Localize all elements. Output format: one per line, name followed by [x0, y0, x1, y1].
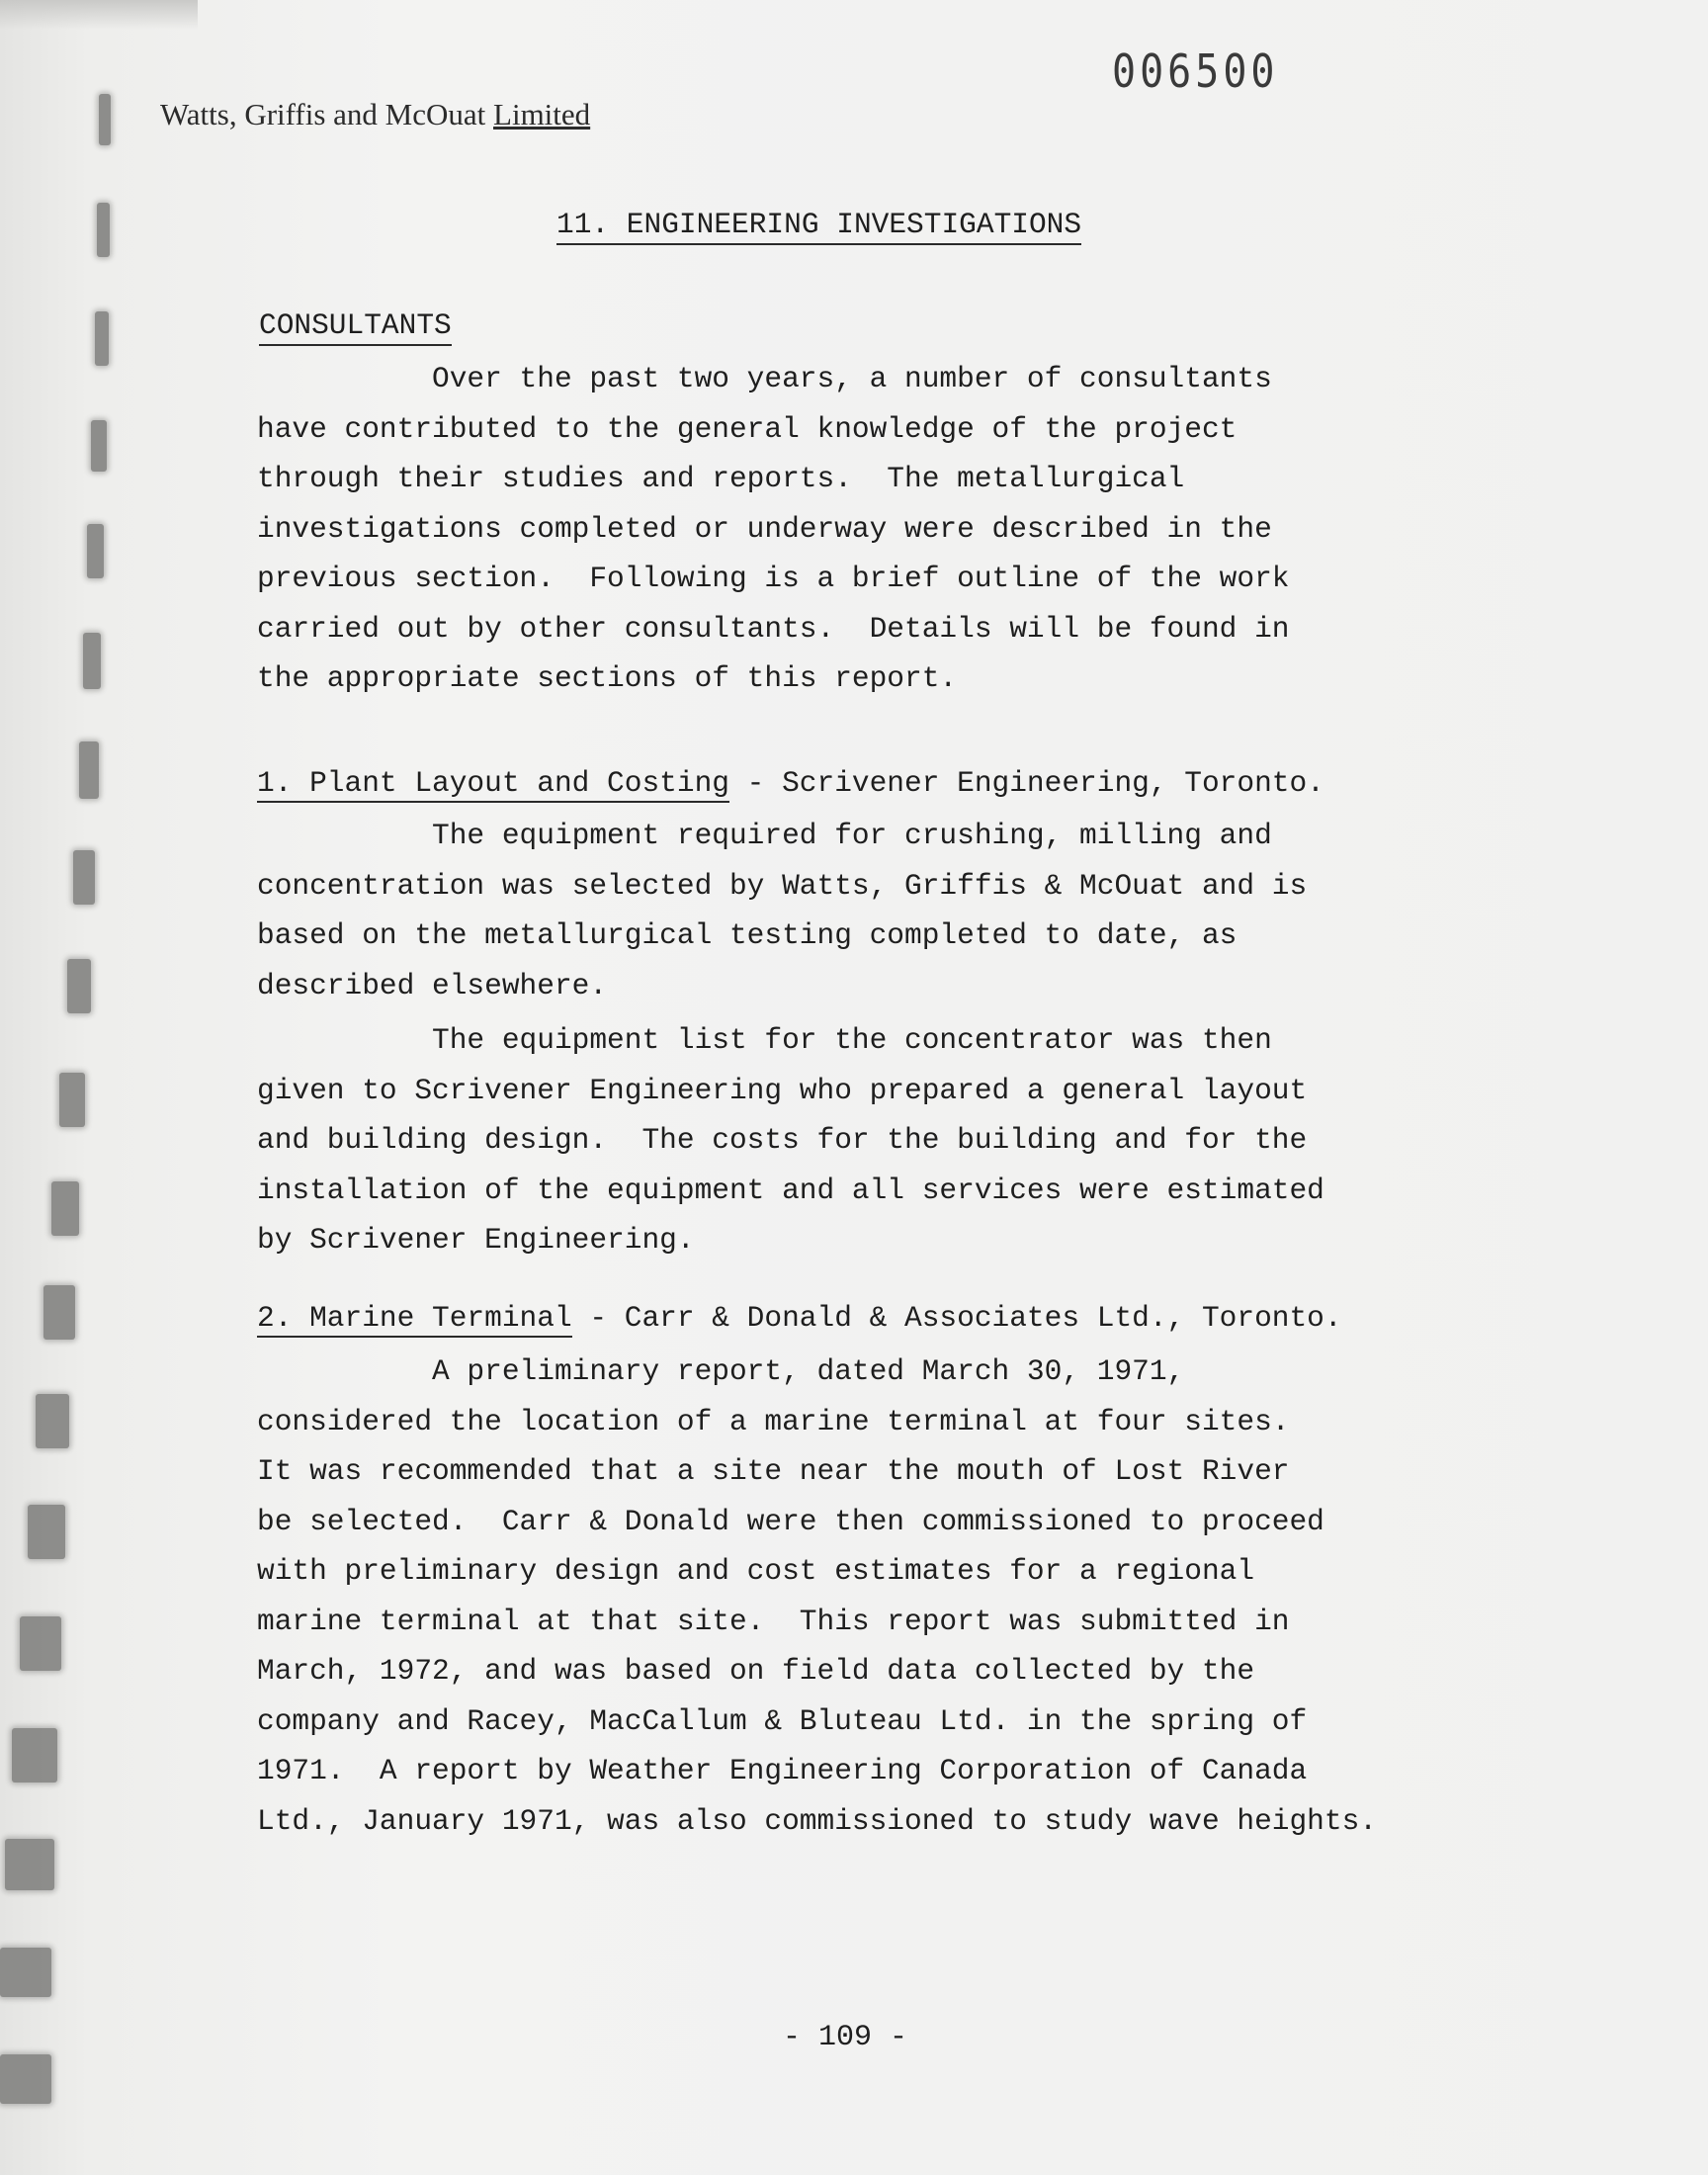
text-line: It was recommended that a site near the mouth of Lost River: [257, 1454, 1290, 1488]
text-line: carried out by other consultants. Details will be found in: [257, 611, 1290, 646]
binding-hole: [99, 94, 111, 145]
binding-hole: [12, 1728, 57, 1783]
item-heading-plant-layout: [257, 763, 1324, 803]
section-title: 11. ENGINEERING INVESTIGATIONS: [556, 208, 1081, 245]
binding-hole: [83, 633, 101, 689]
binding-hole: [43, 1285, 75, 1340]
consultants-heading: CONSULTANTS: [259, 308, 452, 346]
text-line: Ltd., January 1971, was also commissioned to study wave heights.: [257, 1803, 1377, 1838]
binding-hole: [95, 311, 109, 366]
text-line: marine terminal at that site. This report was submitted in: [257, 1604, 1290, 1638]
text-line: with preliminary design and cost estimates for a regional: [257, 1554, 1255, 1588]
text-line: investigations completed or underway were described in the: [257, 511, 1272, 546]
text-line: given to Scrivener Engineering who prepared a general layout: [257, 1073, 1308, 1107]
text-line: 1971. A report by Weather Engineering Corporation of Canada: [257, 1754, 1308, 1787]
document-number: 006500: [1112, 45, 1279, 99]
marine-terminal-paragraph: [257, 1347, 1377, 1846]
plant-layout-paragraph-2: [257, 1015, 1324, 1265]
text-line: by Scrivener Engineering.: [257, 1223, 695, 1257]
text-line: and building design. The costs for the building and for the: [257, 1123, 1308, 1157]
text-line: concentration was selected by Watts, Griffis & McOuat and is: [257, 868, 1308, 903]
text-line: have contributed to the general knowledge of the project: [257, 411, 1238, 446]
binding-hole: [59, 1073, 85, 1127]
text-line: previous section. Following is a brief outline of the work: [257, 562, 1290, 595]
letterhead-suffix: Limited: [493, 97, 591, 131]
binding-hole: [0, 2054, 51, 2104]
binding-hole: [67, 959, 91, 1013]
binding-hole: [87, 524, 104, 578]
binding-hole: [0, 1948, 51, 1997]
binding-hole: [5, 1839, 54, 1890]
item-title: 2. Marine Terminal: [257, 1301, 572, 1338]
binding-hole: [36, 1394, 69, 1448]
binding-holes: [0, 0, 128, 2175]
binding-hole: [20, 1616, 61, 1671]
text-line: company and Racey, MacCallum & Bluteau Ltd. in the spring of: [257, 1703, 1308, 1738]
page-number: - 109 -: [783, 2021, 908, 2054]
text-line: installation of the equipment and all services were estimated: [257, 1173, 1324, 1207]
item-consultant: - Scrivener Engineering, Toronto.: [728, 766, 1324, 800]
text-line: based on the metallurgical testing completed to date, as: [257, 918, 1238, 952]
text-line: March, 1972, and was based on field data collected by the: [257, 1654, 1255, 1688]
consultants-paragraph: [257, 354, 1289, 704]
binding-hole: [79, 741, 99, 799]
text-line: A preliminary report, dated March 30, 1971,: [257, 1354, 1185, 1388]
binding-hole: [73, 850, 95, 905]
text-line: Over the past two years, a number of consultants: [257, 362, 1272, 395]
letterhead-company: Watts, Griffis and McOuat: [160, 97, 486, 131]
binding-hole: [91, 420, 107, 472]
text-line: the appropriate sections of this report.: [257, 661, 958, 695]
text-line: be selected. Carr & Donald were then commissioned to proceed: [257, 1504, 1324, 1538]
letterhead: [160, 97, 590, 132]
item-title: 1. Plant Layout and Costing: [257, 766, 729, 803]
text-line: through their studies and reports. The metallurgical: [257, 462, 1185, 495]
binding-hole: [97, 203, 110, 257]
text-line: described elsewhere.: [257, 968, 608, 1002]
item-heading-marine-terminal: [257, 1298, 1342, 1338]
text-line: considered the location of a marine terminal at four sites.: [257, 1404, 1290, 1438]
binding-hole: [28, 1505, 65, 1559]
text-line: The equipment list for the concentrator was then: [257, 1023, 1272, 1057]
plant-layout-paragraph-1: [257, 811, 1307, 1010]
text-line: The equipment required for crushing, milling and: [257, 819, 1272, 852]
binding-hole: [51, 1181, 79, 1236]
item-consultant: - Carr & Donald & Associates Ltd., Toronto.: [571, 1301, 1342, 1335]
